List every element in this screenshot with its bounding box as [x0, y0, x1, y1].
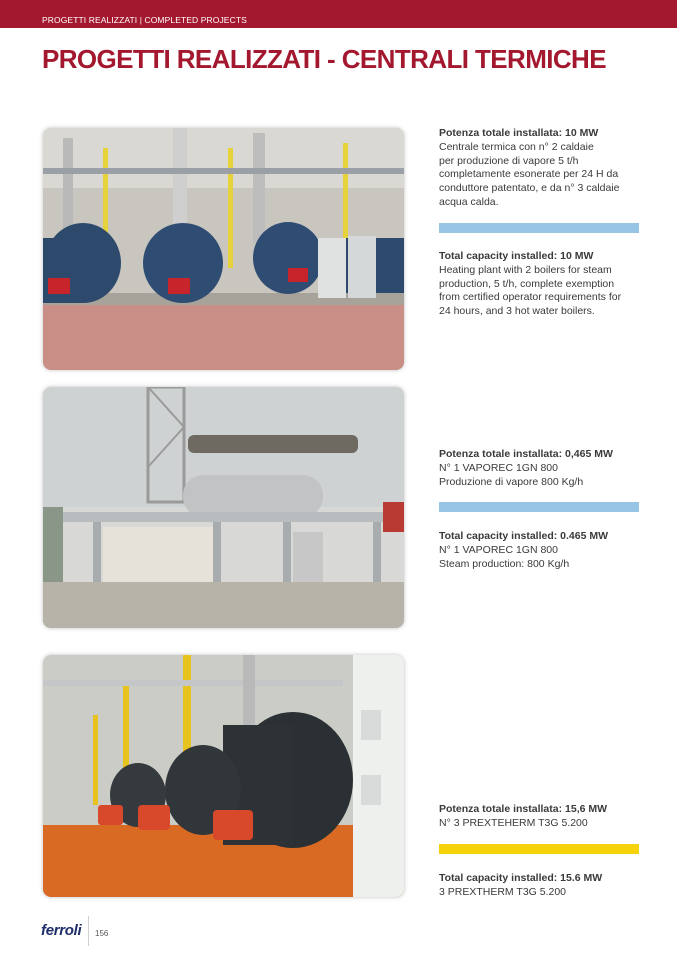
project-3-it	[439, 803, 644, 831]
header-bar	[0, 0, 677, 28]
project-1-en-line: from certified operator requirements for	[439, 291, 622, 304]
divider-bar-yellow	[439, 844, 639, 854]
project-photo-3	[43, 655, 404, 897]
project-2-en-line: N° 1 VAPOREC 1GN 800	[439, 543, 558, 556]
project-1-it-line: per produzione di vapore 5 t/h	[439, 154, 579, 167]
project-photo-1	[43, 128, 404, 370]
project-1-it-line: acqua calda.	[439, 195, 499, 208]
project-1-en-line: Heating plant with 2 boilers for steam	[439, 263, 612, 276]
project-2-en-heading: Total capacity installed: 0.465 MW	[439, 530, 609, 542]
project-1-it	[439, 127, 644, 210]
project-2-en	[439, 530, 644, 571]
project-1-en-heading: Total capacity installed: 10 MW	[439, 250, 594, 262]
project-1-it-line: completamente esonerate per 24 H da	[439, 168, 619, 181]
project-3-en-line: 3 PREXTHERM T3G 5.200	[439, 885, 567, 898]
project-1-it-heading: Potenza totale installata: 10 MW	[439, 127, 599, 139]
project-1-en	[439, 250, 644, 319]
project-2-it-line: N° 1 VAPOREC 1GN 800	[439, 461, 558, 474]
project-1-en-line: production, 5 t/h, complete exemption	[439, 277, 615, 290]
project-2-it-heading: Potenza totale installata: 0,465 MW	[439, 448, 613, 460]
project-2-en-line: Steam production: 800 Kg/h	[439, 557, 570, 570]
header-section-label: PROGETTI REALIZZATI | COMPLETED PROJECTS	[42, 15, 247, 25]
ferroli-logo: ferroli	[41, 922, 82, 939]
project-1-it-line: Centrale termica con n° 2 caldaie	[439, 140, 594, 153]
project-1-en-line: 24 hours, and 3 hot water boilers.	[439, 305, 595, 318]
divider-bar-blue	[439, 502, 639, 512]
project-3-it-heading: Potenza totale installata: 15,6 MW	[439, 803, 608, 815]
project-3-en	[439, 872, 644, 900]
project-2-it	[439, 448, 644, 489]
project-2-it-line: Produzione di vapore 800 Kg/h	[439, 475, 584, 488]
project-1-it-line: conduttore patentato, e da n° 3 caldaie	[439, 182, 620, 195]
project-photo-2	[43, 387, 404, 628]
page-title: PROGETTI REALIZZATI - CENTRALI TERMICHE	[42, 44, 606, 74]
project-3-en-heading: Total capacity installed: 15.6 MW	[439, 872, 603, 884]
page-number: 156	[95, 929, 109, 938]
footer-divider	[88, 916, 89, 946]
divider-bar-blue	[439, 223, 639, 233]
project-3-it-line: N° 3 PREXTEHERM T3G 5.200	[439, 816, 588, 829]
